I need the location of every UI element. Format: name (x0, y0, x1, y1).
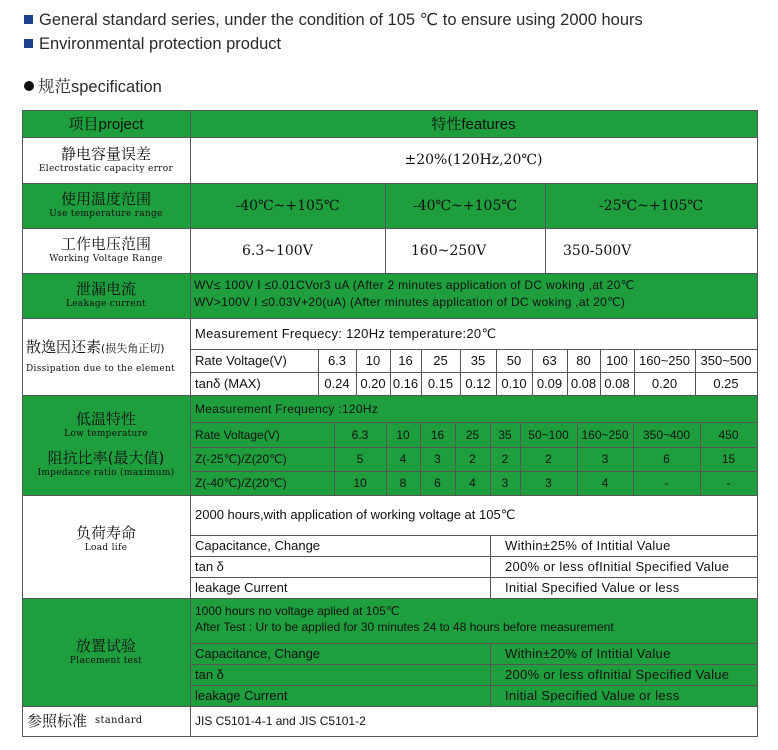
temp-range-2: -40℃~+105℃ (385, 183, 545, 228)
lt-voltage-3: 25 (455, 422, 490, 447)
lt-z40-2: 6 (420, 471, 455, 495)
leakage-line-1: WV≤ 100V I ≤0.01CVor3 uA (After 2 minutes application of DC woking ,at 20℃ (194, 278, 635, 292)
diss-tan-10: 0.25 (695, 372, 757, 395)
voltage-range-2: 160~250V (385, 228, 545, 273)
capacity-cn: 静电容量误差 (60, 144, 151, 163)
grid-line (190, 447, 757, 448)
grid-line (190, 471, 757, 472)
impedance-en: Impedance ratio (maximum) (37, 468, 175, 478)
diss-tan-6: 0.09 (532, 372, 567, 395)
diss-voltage-7: 80 (567, 349, 600, 372)
grid-line (490, 535, 491, 598)
placement-label (22, 598, 190, 706)
standard-cn: 参照标准 (27, 711, 88, 730)
grid-line (390, 349, 391, 395)
intro-text-1: General standard series, under the condition of 105 ℃ to ensure using 2000 hours (39, 11, 643, 29)
diss-voltage-1: 10 (356, 349, 390, 372)
grid-line (190, 422, 757, 423)
load_life-row-0-value: Within±25% of Intitial Value (490, 535, 757, 556)
diss-voltage-9: 160~250 (634, 349, 695, 372)
voltage-range-cn: 工作电压范围 (60, 235, 151, 253)
placement-row-2-label: leakage Current (190, 685, 490, 706)
diss-rate-voltage-label: Rate Voltage(V) (190, 349, 318, 372)
grid-line (190, 556, 757, 557)
lt-voltage-1: 10 (386, 422, 420, 447)
diss-tan-9: 0.20 (634, 372, 695, 395)
leakage-cn: 泄漏电流 (75, 280, 136, 298)
grid-line (490, 643, 491, 706)
grid-line (496, 349, 497, 395)
placement-row-1-value: 200% or less ofInitial Specified Value (490, 664, 757, 685)
leakage-value (190, 273, 757, 318)
grid-line (757, 110, 758, 736)
lt-z40-8: - (700, 471, 757, 495)
lt-voltage-6: 160~250 (577, 422, 633, 447)
temp-range-en: Use temperature range (49, 209, 163, 219)
spec-heading-text: 规范specification (38, 78, 162, 96)
lt-z25-6: 3 (577, 447, 633, 471)
placement-desc-2: After Test : Ur to be applied for 30 minutes 24 to 48 hours before measurement (195, 620, 614, 634)
grid-line (190, 664, 757, 665)
grid-line (190, 577, 757, 578)
diss-tan-1: 0.20 (356, 372, 390, 395)
lt-z25-7: 6 (633, 447, 700, 471)
load_life-row-1-label: tan δ (190, 556, 490, 577)
diss-voltage-5: 50 (496, 349, 532, 372)
grid-line (695, 349, 696, 395)
temp-range-label (22, 183, 190, 228)
standard-en: standard (95, 715, 143, 726)
diss-tan-4: 0.12 (460, 372, 496, 395)
grid-line (385, 183, 386, 273)
lt-z40-0: 10 (334, 471, 386, 495)
lt-z25-0: 5 (334, 447, 386, 471)
diss-voltage-3: 25 (421, 349, 460, 372)
diss-voltage-6: 63 (532, 349, 567, 372)
diss-tan-8: 0.08 (600, 372, 634, 395)
low-temp-measure: Measurement Frequency :120Hz (190, 395, 757, 422)
lt-z25-1: 4 (386, 447, 420, 471)
grid-line (22, 110, 23, 736)
load_life-row-2-label: leakage Current (190, 577, 490, 598)
lt-z25-3: 2 (455, 447, 490, 471)
leakage-line-2: WV>100V I ≤0.03V+20(uA) (After minutes application of DC woking ,at 20℃) (194, 295, 626, 309)
grid-line (334, 422, 335, 495)
lt-z40-5: 3 (520, 471, 577, 495)
standard-label (22, 706, 190, 736)
grid-line (532, 349, 533, 395)
grid-line (460, 349, 461, 395)
grid-line (22, 706, 758, 707)
header-features: 特性features (190, 110, 757, 137)
load-life-cn: 负荷寿命 (75, 524, 136, 542)
placement-row-0-value: Within±20% of Intitial Value (490, 643, 757, 664)
grid-line (490, 422, 491, 495)
grid-line (22, 110, 758, 111)
grid-line (22, 137, 758, 138)
grid-line (545, 183, 546, 273)
diss-tan-5: 0.10 (496, 372, 532, 395)
placement-cn: 放置试验 (75, 636, 136, 655)
load-life-en: Load life (84, 543, 128, 553)
placement-en: Placement test (69, 655, 143, 666)
grid-line (356, 349, 357, 395)
diss-tan-2: 0.16 (390, 372, 421, 395)
grid-line (577, 422, 578, 495)
placement-row-2-value: Initial Specified Value or less (490, 685, 757, 706)
grid-line (190, 535, 757, 536)
voltage-range-en: Working Voltage Range (49, 254, 163, 264)
grid-line (190, 685, 757, 686)
temp-range-1: -40℃~+105℃ (190, 183, 385, 228)
grid-line (520, 422, 521, 495)
capacity-en: Electrostatic capacity error (38, 163, 174, 174)
grid-line (22, 495, 758, 496)
low-temp-cn: 低温特性 (75, 410, 136, 428)
leakage-label (22, 273, 190, 318)
voltage-range-1: 6.3~100V (190, 228, 385, 273)
header-project: 项目project (22, 110, 190, 137)
grid-line (700, 422, 701, 495)
diss-voltage-8: 100 (600, 349, 634, 372)
diss-voltage-10: 350~500 (695, 349, 757, 372)
lt-z25-5: 2 (520, 447, 577, 471)
voltage-range-3: 350-500V (545, 228, 757, 273)
load_life-row-1-value: 200% or less ofInitial Specified Value (490, 556, 757, 577)
dissipation-cn: 散逸因还素 (26, 337, 102, 356)
diss-tan-3: 0.15 (421, 372, 460, 395)
grid-line (22, 273, 758, 274)
capacity-label (22, 137, 190, 183)
grid-line (420, 422, 421, 495)
lt-voltage-7: 350~400 (633, 422, 700, 447)
lt-voltage-0: 6.3 (334, 422, 386, 447)
lt-voltage-4: 35 (490, 422, 520, 447)
lt-z40-1: 8 (386, 471, 420, 495)
low-temp-label (22, 395, 190, 495)
grid-line (386, 422, 387, 495)
grid-line (600, 349, 601, 395)
grid-line (22, 318, 758, 319)
grid-line (318, 349, 319, 395)
grid-line (455, 422, 456, 495)
grid-line (22, 736, 758, 737)
diss-voltage-2: 16 (390, 349, 421, 372)
lt-z40-label: Z(-40℃)/Z(20℃) (190, 471, 334, 495)
load-life-desc: 2000 hours,with application of working voltage at 105℃ (190, 495, 757, 535)
placement-desc-1: 1000 hours no voltage aplied at 105℃ (195, 604, 400, 618)
diss-tan-label: tanδ (MAX) (190, 372, 318, 395)
lt-z25-label: Z(-25℃)/Z(20℃) (190, 447, 334, 471)
lt-z25-8: 15 (700, 447, 757, 471)
diss-voltage-4: 35 (460, 349, 496, 372)
load_life-row-0-label: Capacitance, Change (190, 535, 490, 556)
grid-line (22, 228, 758, 229)
grid-line (22, 395, 758, 396)
grid-line (633, 422, 634, 495)
grid-line (634, 349, 635, 395)
lt-z40-6: 4 (577, 471, 633, 495)
temp-range-cn: 使用温度范围 (60, 190, 151, 208)
grid-line (22, 598, 758, 599)
grid-line (190, 372, 757, 373)
leakage-en: Leakage current (65, 299, 147, 309)
lt-voltage-2: 16 (420, 422, 455, 447)
grid-line (567, 349, 568, 395)
load_life-row-2-value: Initial Specified Value or less (490, 577, 757, 598)
grid-line (22, 183, 758, 184)
diss-tan-7: 0.08 (567, 372, 600, 395)
grid-line (190, 643, 757, 644)
lt-z40-7: - (633, 471, 700, 495)
dissipation-measure: Measurement Frequecy: 120Hz temperature:20℃ (190, 318, 757, 349)
lt-z25-2: 3 (420, 447, 455, 471)
grid-line (421, 349, 422, 395)
standard-value: JIS C5101-4-1 and JIS C5101-2 (190, 706, 757, 736)
diss-voltage-0: 6.3 (318, 349, 356, 372)
impedance-cn: 阻抗比率(最大值) (47, 449, 165, 467)
placement-desc (190, 598, 757, 643)
dissipation-en: Dissipation due to the element (26, 363, 175, 374)
temp-range-3: -25℃~+105℃ (545, 183, 757, 228)
placement-row-0-label: Capacitance, Change (190, 643, 490, 664)
dissipation-cn-small: (损失角正切) (101, 341, 165, 355)
dissipation-label (22, 318, 190, 395)
grid-line (190, 349, 757, 350)
lt-voltage-5: 50~100 (520, 422, 577, 447)
lt-z40-3: 4 (455, 471, 490, 495)
lt-z40-4: 3 (490, 471, 520, 495)
load-life-label (22, 495, 190, 598)
capacity-value: ±20%(120Hz,20℃) (190, 137, 757, 183)
lt-z25-4: 2 (490, 447, 520, 471)
diss-tan-0: 0.24 (318, 372, 356, 395)
low-temp-en: Low temperature (64, 429, 148, 439)
placement-row-1-label: tan δ (190, 664, 490, 685)
voltage-range-label (22, 228, 190, 273)
lt-voltage-8: 450 (700, 422, 757, 447)
lt-voltage-label: Rate Voltage(V) (190, 422, 334, 447)
intro-text-2: Environmental protection product (39, 35, 282, 53)
